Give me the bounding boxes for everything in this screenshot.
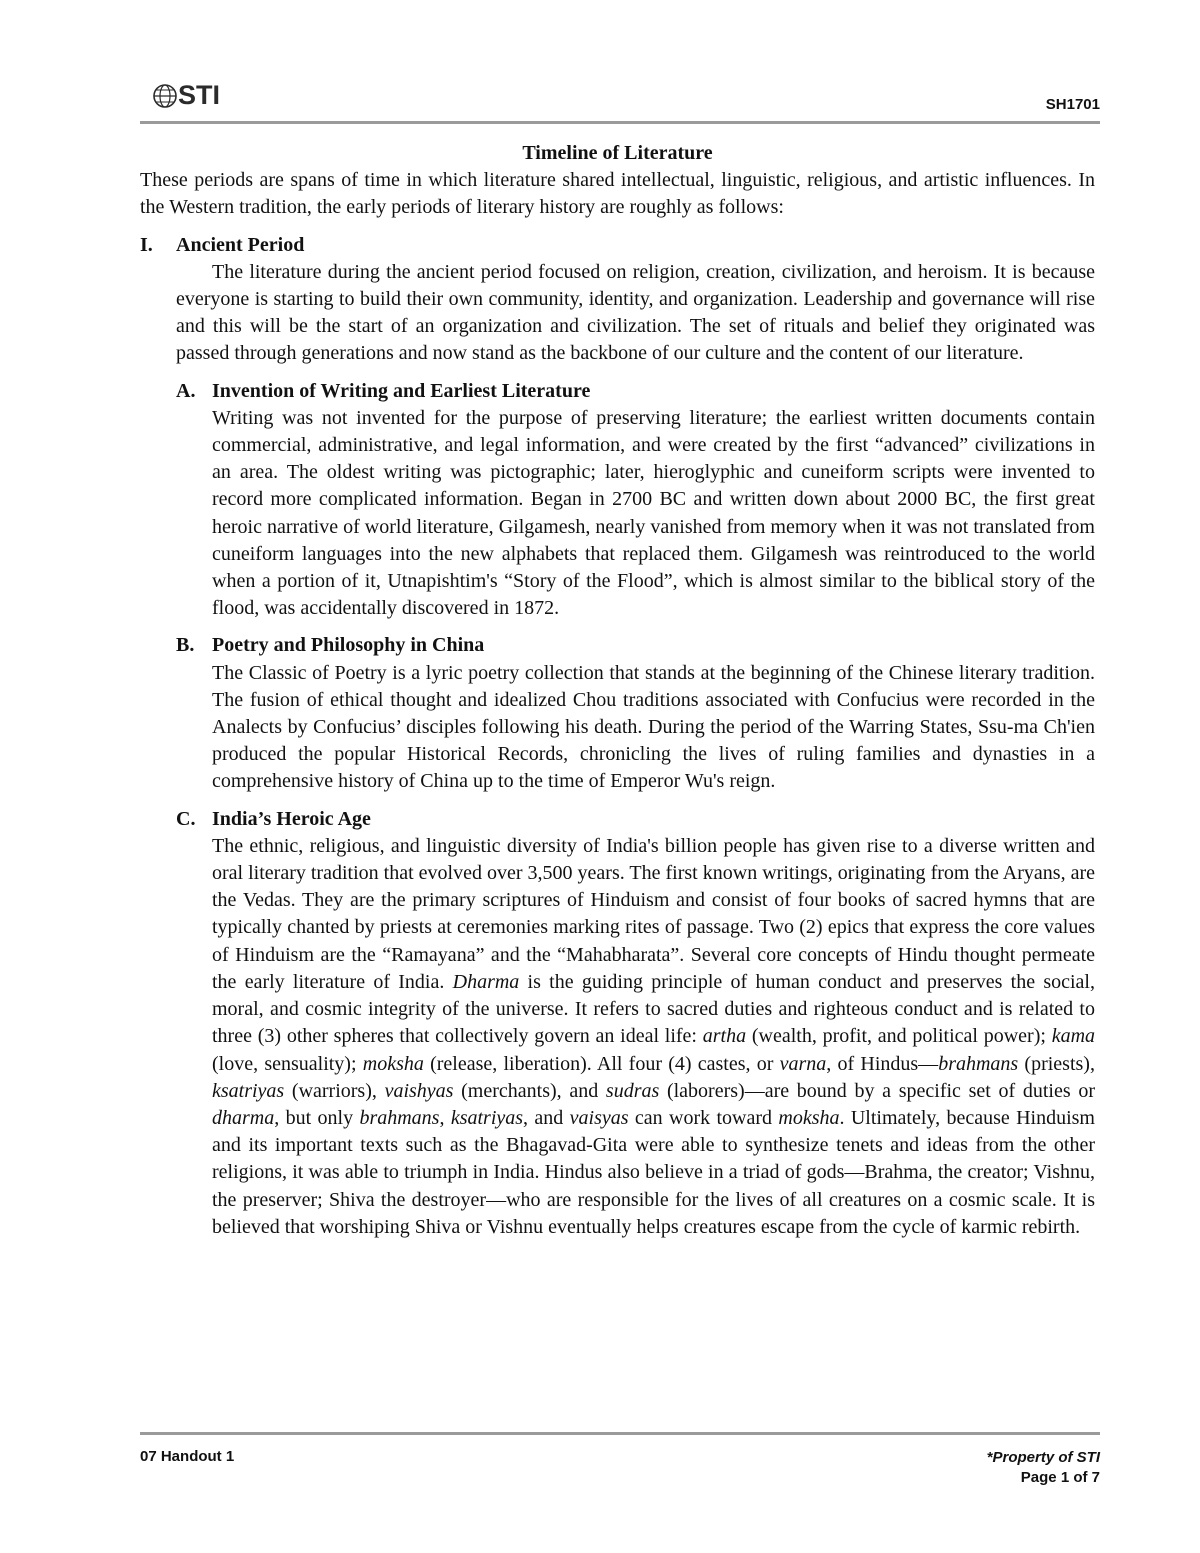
subsection-paragraph: The Classic of Poetry is a lyric poetry collection that stands at the beginning of the Chinese literary tradition. The fusion of ethical thought and idealized Chou traditions associated with Confucius were recorded in the Analects by Confucius’ disciples following his death. During the period of the Warring States, Ssu-ma Ch'ien produced the popular Historical Records, chronicling the lives of ruling families and dynasties in a comprehensive history of China up to the time of Emperor Wu's reign. [212, 661, 1095, 793]
text-run: , of Hindus— [826, 1052, 939, 1075]
text-run: (warriors), [284, 1079, 385, 1102]
subsection-b [140, 632, 1095, 795]
subsection-heading [176, 378, 1095, 405]
text-run: . Ultimately, because Hinduism and its important texts such as the Bhagavad-Gita were able to synthesize tenets and ideas from the other religions, it was able to triumph in India. Hindus also believe in a triad of gods—Brahma, the creator; Vishnu, the preserver; Shiva the destroyer—who are responsible for the lives of all creatures on a cosmic scale. It is believed that worshiping Shiva or Vishnu eventually helps creatures escape from the cycle of karmic rebirth. [212, 1106, 1095, 1238]
document-code: SH1701 [1045, 96, 1100, 113]
italic-term: Dharma [452, 970, 520, 993]
italic-term: ksatriyas [212, 1079, 285, 1102]
subsection-letter: A. [176, 379, 196, 402]
italic-term: moksha [362, 1052, 424, 1075]
italic-term: dharma [212, 1106, 275, 1129]
subsection-heading [176, 806, 1095, 833]
italic-term: sudras [605, 1079, 660, 1102]
subsection-heading [176, 632, 1095, 659]
subsection-a [140, 378, 1095, 623]
subsection-title: India’s Heroic Age [212, 807, 371, 830]
footer-right [987, 1448, 1100, 1488]
text-run: (priests), [1018, 1052, 1095, 1075]
document-title: Timeline of Literature [522, 142, 713, 164]
document-body [140, 140, 1095, 1241]
page-number: Page 1 of 7 [1020, 1469, 1100, 1486]
italic-term: kama [1051, 1025, 1096, 1048]
text-run: is the guiding principle of human conduct and preserves the social, moral, and cosmic integrity of the universe. It refers to sacred duties and righteous conduct and is related to three (3) other spheres that collectively govern an ideal life: [212, 970, 1095, 1048]
subsection-letter: C. [176, 807, 196, 830]
handout-label: 07 Handout 1 [140, 1448, 235, 1465]
property-label: *Property of STI [986, 1449, 1100, 1466]
text-run: (wealth, profit, and political power); [746, 1025, 1052, 1048]
subsection-c [140, 806, 1095, 1241]
italic-term: vaishyas [384, 1079, 454, 1102]
section-heading [140, 232, 1095, 259]
sti-logo [152, 80, 220, 111]
italic-term: moksha [778, 1106, 840, 1129]
section-number: I. [140, 233, 153, 256]
header-divider [140, 121, 1100, 124]
intro-paragraph: These periods are spans of time in which literature shared intellectual, linguistic, religious, and artistic influences. In the Western tradition, the early periods of literary history are roughly as follows: [140, 169, 1095, 219]
globe-icon [152, 83, 178, 109]
italic-term: vaisyas [569, 1106, 629, 1129]
text-run: can work toward [628, 1106, 779, 1129]
subsection-title: Invention of Writing and Earliest Literature [212, 379, 591, 402]
text-run: The ethnic, religious, and linguistic diversity of India's billion people has given rise to a diverse written and oral literary tradition that evolved over 3,500 years. The first known writings, originating from the Aryans, are the Vedas. They are the primary scriptures of Hinduism and consist of four books of sacred hymns that are typically chanted by priests at ceremonies marking rites of passage. Two (2) epics that express the core values of Hinduism are the “Ramayana” and the “Mahabharata”. Several core concepts of Hindu thought permeate the early literature of India. [212, 834, 1095, 993]
italic-term: varna [779, 1052, 827, 1075]
text-run: , but only [274, 1106, 360, 1129]
text-run: (release, liberation). All four (4) castes, or [423, 1052, 780, 1075]
subsection-paragraph [176, 833, 1095, 1241]
subsection-title: Poetry and Philosophy in China [212, 634, 485, 657]
page-header [140, 76, 1100, 122]
italic-term: brahmans [938, 1052, 1019, 1075]
logo-text: STI [178, 80, 221, 110]
italic-term: artha [702, 1025, 747, 1048]
italic-term: ksatriyas [450, 1106, 524, 1129]
footer-divider [140, 1432, 1100, 1435]
section-title: Ancient Period [176, 233, 305, 256]
subsection-paragraph: Writing was not invented for the purpose of preserving literature; the earliest written documents contain commercial, administrative, and legal information, and were created by the first “advanced” civilizations in an area. The oldest writing was pictographic; later, hieroglyphic and cuneiform scripts were invented to record more complicated information. Began in 2700 BC and written down about 2000 BC, the first great heroic narrative of world literature, Gilgamesh, nearly vanished from memory when it was not translated from cuneiform languages into the new alphabets that replaced them. Gilgamesh was reintroduced to the world when a portion of it, Utnapishtim's “Story of the Flood”, which is almost similar to the biblical story of the flood, was accidentally discovered in 1872. [212, 406, 1095, 620]
section-paragraph: The literature during the ancient period focused on religion, creation, civilization, and heroism. It is because everyone is starting to build their own community, identity, and organization. Leadership and governance will rise and this will be the start of an organization and civilization. The set of rituals and belief they originated was passed through generations and now stand as the backbone of our culture and the content of our literature. [176, 260, 1095, 365]
text-run: (laborers)—are bound by a specific set of duties or [659, 1079, 1095, 1102]
text-run: (merchants), and [453, 1079, 606, 1102]
subsection-letter: B. [176, 634, 195, 657]
text-run: , and [523, 1106, 570, 1129]
italic-term: brahmans [359, 1106, 440, 1129]
text-run: (love, sensuality); [212, 1052, 363, 1075]
text-run: , [439, 1106, 451, 1129]
